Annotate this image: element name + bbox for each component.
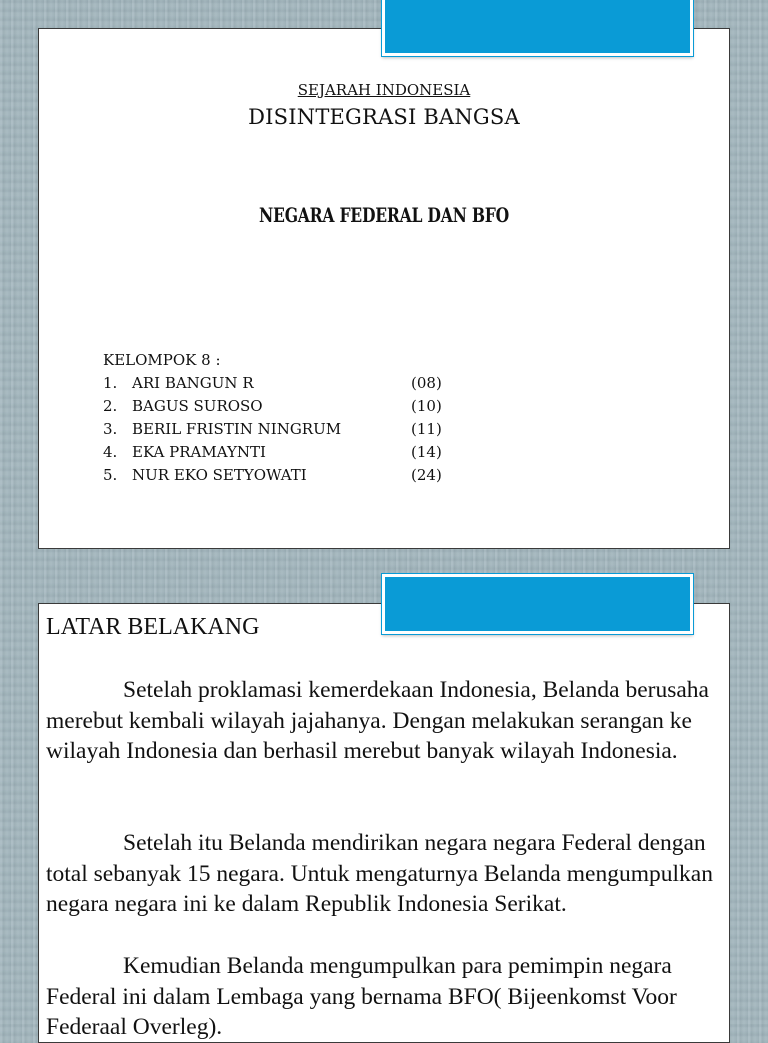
member-row <box>103 441 471 464</box>
member-code: (11) <box>411 420 442 438</box>
member-name: BERIL FRISTIN NINGRUM <box>132 420 342 438</box>
member-number: 1. <box>103 374 118 392</box>
member-name: BAGUS SUROSO <box>132 397 263 415</box>
member-code: (08) <box>411 374 442 392</box>
member-number: 5. <box>103 466 118 484</box>
topic-title: NEGARA FEDERAL DAN BFO <box>259 203 509 227</box>
member-row <box>103 395 471 418</box>
paragraph: Setelah proklamasi kemerdekaan Indonesia, Belanda berusaha merebut kembali wilayah jajahanya. Dengan melakukan serangan ke wilayah Indonesia dan berhasil merebut banyak wilayah Indonesia. <box>46 677 709 764</box>
paragraph: Kemudian Belanda mengumpulkan para pemimpin negara Federal ini dalam Lembaga yang bernama BFO( Bijeenkomst Voor Federaal Overleg). <box>46 953 677 1040</box>
member-row <box>103 418 471 441</box>
section-heading: LATAR BELAKANG <box>46 614 260 640</box>
member-number: 3. <box>103 420 118 438</box>
main-title: DISINTEGRASI BANGSA <box>248 105 520 129</box>
group-heading: KELOMPOK 8 : <box>103 351 221 369</box>
member-code: (14) <box>411 443 442 461</box>
accent-banner-top <box>382 0 693 56</box>
member-row <box>103 464 471 487</box>
member-code: (10) <box>411 397 442 415</box>
group-list <box>103 349 471 487</box>
member-name: ARI BANGUN R <box>132 374 254 392</box>
member-number: 4. <box>103 443 118 461</box>
paragraph: Setelah itu Belanda mendirikan negara negara Federal dengan total sebanyak 15 negara. Untuk mengaturnya Belanda mengumpulkan negara negara ini ke dalam Republik Indonesia Serikat. <box>46 830 713 917</box>
subject-title: SEJARAH INDONESIA <box>297 81 471 99</box>
member-code: (24) <box>411 466 442 484</box>
slide-background <box>38 603 730 1043</box>
accent-banner-second <box>382 574 693 634</box>
member-row <box>103 372 471 395</box>
member-number: 2. <box>103 397 118 415</box>
slide-title <box>38 28 730 549</box>
member-name: EKA PRAMAYNTI <box>132 443 266 461</box>
member-name: NUR EKO SETYOWATI <box>132 466 307 484</box>
